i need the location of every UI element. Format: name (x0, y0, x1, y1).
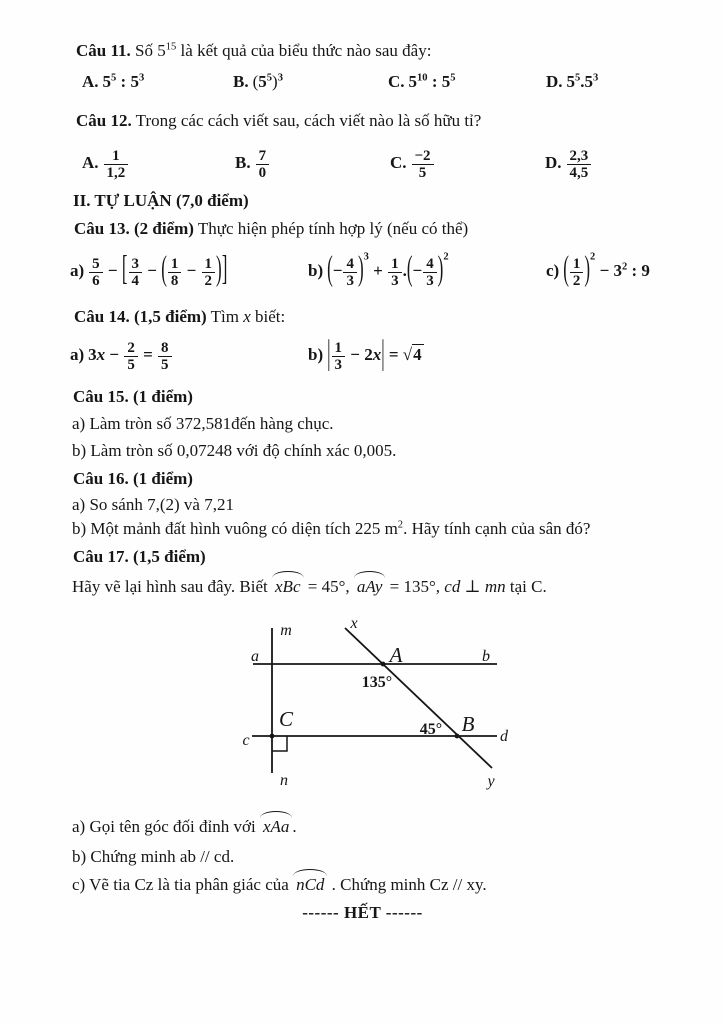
q11-number: Câu 11. (76, 41, 131, 60)
q16-title: Câu 16. (1 điểm) (73, 469, 193, 488)
q16-item-b: b) Một mảnh đất hình vuông có diện tích 225 $m^2$. Hãy tính cạnh của sân đó? (72, 519, 591, 538)
q13-title-text: Thực hiện phép tính hợp lý (nếu có thể) (193, 219, 469, 238)
q14-number: Câu 14. (1,5 điểm) (74, 307, 207, 326)
q17-title: Câu 17. (1,5 điểm) (73, 547, 206, 566)
figure-label-x: x (350, 615, 358, 632)
figure-label-a: a (251, 648, 259, 665)
q11-option-b: B. $(5^5)^3$ (233, 72, 283, 91)
point-A-dot (381, 662, 386, 667)
figure-label-d: d (500, 728, 508, 745)
q11-option-c: C. $5^{10}$ : $5^5$ (388, 72, 456, 91)
q15-title: Câu 15. (1 điểm) (73, 387, 193, 406)
q17-item-a: a) Gọi tên góc đối đỉnh với xAa . (72, 816, 297, 838)
q12-number: Câu 12. (76, 111, 132, 130)
figure-label-C: C (278, 707, 294, 731)
q13-item-a: a) $\frac{5}{6}$ − [ $\frac{3}{4}$ − ( $\frac{1}{8}$ − $\frac{1}{2}$ )] (70, 248, 228, 290)
q12-title (76, 110, 481, 132)
q16-item-a: a) So sánh 7,(2) và 7,21 (72, 495, 234, 514)
figure-label-b: b (482, 648, 490, 665)
q14-item-b: b) | $\frac{1}{3}$ − 2x| = √4 (308, 332, 422, 374)
q12-option-d: D. $\frac{2,3}{4,5}$ (545, 148, 592, 181)
figure-angle-45: 45° (419, 721, 443, 738)
figure-label-c: c (242, 732, 250, 749)
q11-option-a: A. $5^5$ : $5^3$ (82, 72, 145, 91)
q13-item-c: c) ( $\frac{1}{2}$ )$^2 - 3^2$ : 9 (546, 248, 650, 290)
q12-title-text: Trong các cách viết sau, cách viết nào là số hữu tỉ? (131, 111, 482, 130)
q12-option-b: B. $\frac{7}{0}$ (235, 148, 270, 181)
q11-title-text: Số $5^{15}$ là kết quả của biểu thức nào sau đây: (130, 41, 432, 60)
q11-title (76, 40, 431, 62)
q15-item-a: a) Làm tròn số 372,581đến hàng chục. (72, 414, 334, 433)
q12-option-c: C. $\frac{-2}{5}$ (390, 148, 435, 181)
q13-title (74, 218, 468, 240)
figure-angle-135: 135° (361, 674, 393, 691)
figure-label-y: y (487, 773, 495, 790)
q17-item-b: b) Chứng minh ab // cd. (72, 847, 235, 866)
q17-statement: Hãy vẽ lại hình sau đây. Biết xBc = 45°, aAy = 135°, cd ⊥ mn tại C. (72, 576, 547, 598)
q14-title-text: Tìm x biết: (206, 307, 286, 326)
figure-label-n: n (280, 772, 288, 789)
line-xy (345, 628, 492, 768)
end-marker: ------ HẾT ------ (302, 903, 423, 922)
q13-item-b: b) (− $\frac{4}{3}$ )$^3$ + $\frac{1}{3}$ .(− $\frac{4}{3}$ )$^2$ (308, 248, 449, 290)
q14-title (74, 306, 285, 328)
q12-option-a: A. $\frac{1}{1,2}$ (82, 148, 129, 181)
q11-option-d: D. $5^5.5^3$ (546, 72, 599, 91)
section-2-heading: II. TỰ LUẬN (7,0 điểm) (73, 191, 249, 210)
figure-label-m: m (280, 622, 292, 639)
point-B-dot (455, 734, 460, 739)
figure-label-B: B (461, 712, 475, 736)
q14-item-a: a) 3x − $\frac{2}{5}$ = $\frac{8}{5}$ (70, 340, 173, 373)
right-angle-mark (272, 736, 287, 751)
geometry-figure (190, 608, 530, 803)
q15-item-b: b) Làm tròn số 0,07248 với độ chính xác 0,005. (72, 441, 397, 460)
figure-label-A: A (389, 643, 403, 667)
point-C-dot (270, 734, 275, 739)
q13-number: Câu 13. (2 điểm) (74, 219, 194, 238)
q17-item-c: c) Vẽ tia Cz là tia phân giác của nCd . Chứng minh Cz // xy. (72, 874, 487, 896)
